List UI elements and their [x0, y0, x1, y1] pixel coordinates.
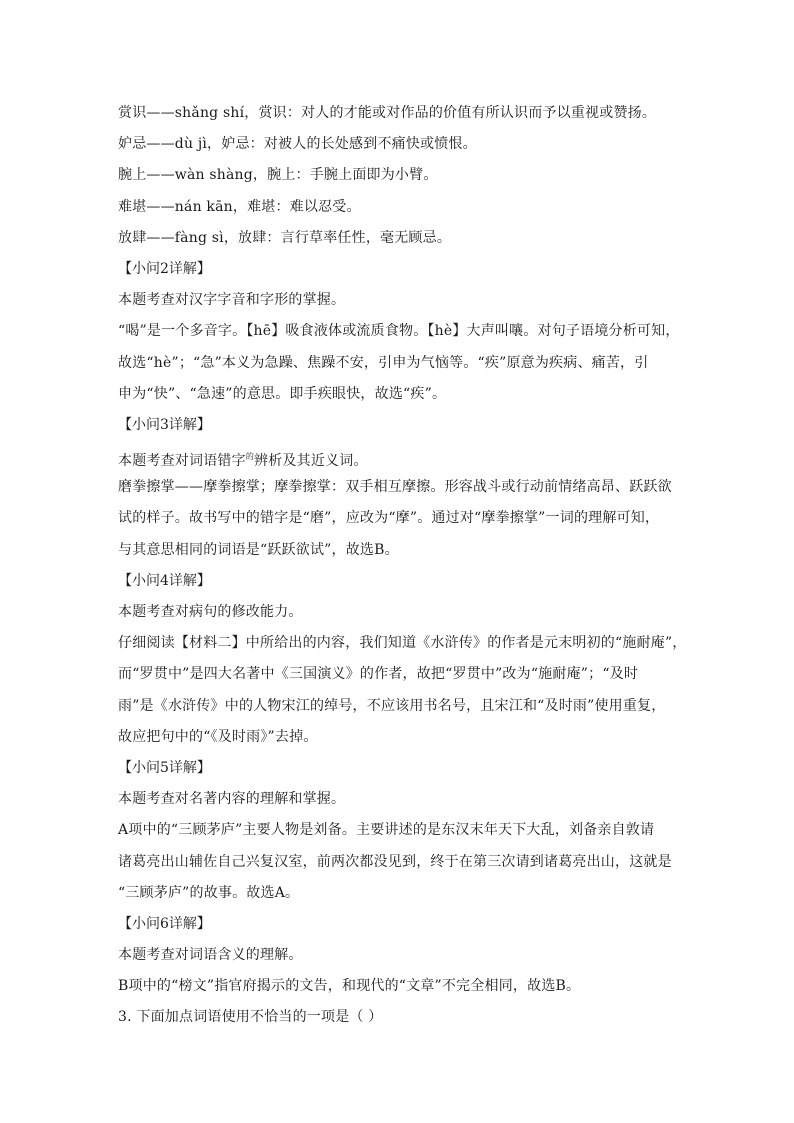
q6-intro: 本题考查对词语含义的理解。 — [118, 947, 303, 964]
q3-line-1: 磨拳擦掌——摩拳擦掌；摩拳擦掌：双手相互摩擦。形容战斗或行动前情绪高昂、跃跃欲 — [118, 479, 672, 496]
q5-line-3: “三顾茅庐”的故事。故选A。 — [118, 884, 300, 901]
q3-intro-part-2: 辨析及其近义词。 — [254, 453, 368, 470]
q5-line-2: 诸葛亮出山辅佐自己兴复汉室，前两次都没见到，终于在第三次请到诸葛亮出山，这就是 — [118, 853, 672, 870]
q5-heading: 【小问5详解】 — [118, 759, 211, 776]
vocab-line-5: 放肆——fàng sì，放肆：言行草率任性，毫无顾忌。 — [118, 229, 452, 246]
document-page — [118, 98, 688, 1034]
q2-line-2: 故选“hè”；“急”本义为急躁、焦躁不安，引申为气恼等。“疾”原意为疾病、痛苦，引 — [118, 354, 649, 371]
q2-line-1: “喝”是一个多音字。【hē】吸食液体或流质食物。【hè】大声叫嚷。对句子语境分析可知， — [118, 323, 680, 340]
vocab-line-3: 腕上——wàn shàng，腕上：手腕上面即为小臂。 — [118, 167, 438, 184]
q2-intro: 本题考查对汉字字音和字形的掌握。 — [118, 292, 346, 309]
q3-intro-sup: 的 — [245, 452, 255, 462]
q6-heading: 【小问6详解】 — [118, 915, 211, 932]
q6-line-1: B项中的“榜文”指官府揭示的文告，和现代的“文章”不完全相同，故选B。 — [118, 978, 581, 995]
next-question: 3. 下面加点词语使用不恰当的一项是（ ） — [118, 1009, 383, 1026]
q4-line-1: 仔细阅读【材料二】中所给出的内容，我们知道《水浒传》的作者是元末明初的“施耐庵”， — [118, 635, 687, 652]
q5-intro: 本题考查对名著内容的理解和掌握。 — [118, 791, 346, 808]
q3-line-3: 与其意思相同的词语是“跃跃欲试”，故选B。 — [118, 541, 399, 558]
vocab-line-4: 难堪——nán kān，难堪：难以忍受。 — [118, 198, 361, 215]
q5-line-1: A项中的“三顾茅庐”主要人物是刘备。主要讲述的是东汉末年天下大乱，刘备亲自敦请 — [118, 822, 655, 839]
q3-line-2: 试的样子。故书写中的错字是“磨”，应改为“摩”。通过对“摩拳擦掌”一词的理解可知， — [118, 510, 660, 527]
q4-line-3: 雨”是《水浒传》中的人物宋江的绰号，不应该用书名号，且宋江和“及时雨”使用重复， — [118, 697, 666, 714]
q2-heading: 【小问2详解】 — [118, 260, 211, 277]
q4-line-2: 而“罗贯中”是四大名著中《三国演义》的作者，故把“罗贯中”改为“施耐庵”；“及时 — [118, 666, 639, 683]
q3-intro — [118, 441, 688, 472]
q3-intro-part-1: 本题考查对词语错字 — [118, 453, 246, 470]
q4-intro: 本题考查对病句的修改能力。 — [118, 604, 303, 620]
q3-heading: 【小问3详解】 — [118, 416, 211, 433]
q4-line-4: 故应把句中的“《及时雨》”去掉。 — [118, 728, 318, 745]
q2-line-3: 申为“快”、“急速”的意思。即手疾眼快，故选“疾”。 — [118, 385, 447, 402]
vocab-line-1: 赏识——shǎng shí，赏识：对人的才能或对作品的价值有所认识而予以重视或赞扬。 — [118, 105, 657, 121]
q4-heading: 【小问4详解】 — [118, 572, 211, 589]
vocab-line-2: 妒忌——dù jì，妒忌：对被人的长处感到不痛快或愤恨。 — [118, 136, 477, 153]
